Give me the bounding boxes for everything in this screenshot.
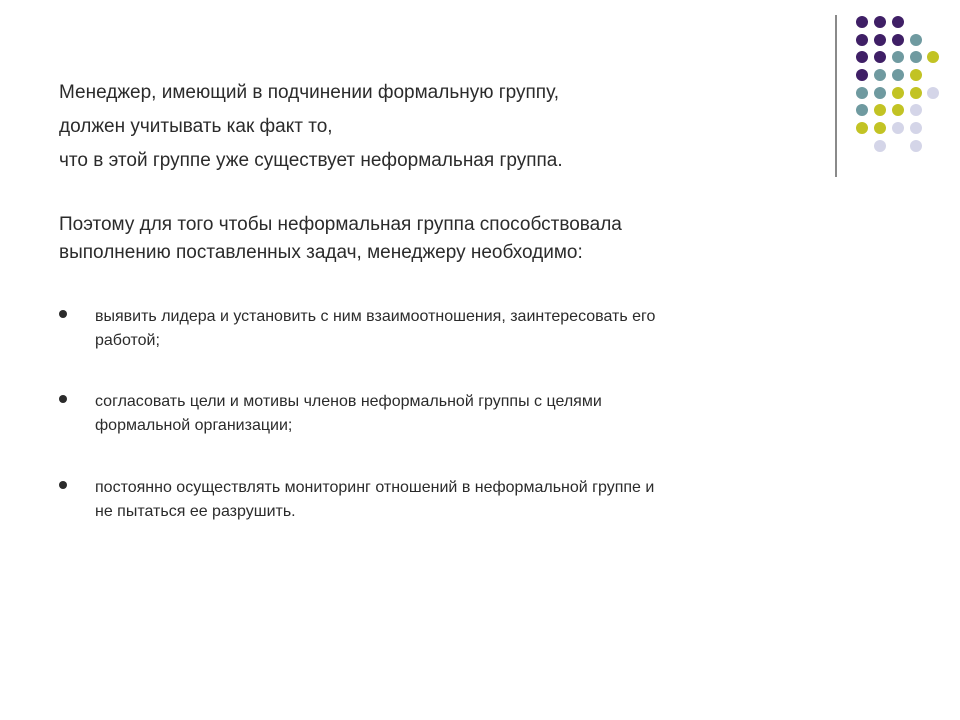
decor-dot xyxy=(856,51,868,63)
intro-line: что в этой группе уже существует неформальная группа. xyxy=(59,150,563,171)
bullet-line: согласовать цели и мотивы членов неформальной группы с целями xyxy=(95,393,602,410)
decor-dot xyxy=(910,140,922,152)
decor-dot xyxy=(910,69,922,81)
decor-dot xyxy=(910,104,922,116)
bullet-dot xyxy=(59,310,67,318)
intro-line: должен учитывать как факт то, xyxy=(59,116,333,137)
lead-line: выполнению поставленных задач, менеджеру необходимо: xyxy=(59,242,583,263)
bullet-text xyxy=(95,390,855,438)
decor-dot xyxy=(874,69,886,81)
decor-dot xyxy=(892,69,904,81)
decor-dot xyxy=(874,34,886,46)
decor-dot xyxy=(856,87,868,99)
bullet-line: выявить лидера и установить с ним взаимоотношения, заинтересовать его xyxy=(95,308,656,325)
decor-dot xyxy=(892,122,904,134)
vertical-divider xyxy=(835,15,837,177)
decor-dot xyxy=(856,34,868,46)
decor-dot xyxy=(874,51,886,63)
decor-dot xyxy=(856,69,868,81)
decor-dot xyxy=(910,122,922,134)
bullet-line: постоянно осуществлять мониторинг отношений в неформальной группе и xyxy=(95,479,655,496)
decor-dot xyxy=(927,87,939,99)
bullet-line: работой; xyxy=(95,332,160,349)
decor-dot xyxy=(874,16,886,28)
intro-paragraph xyxy=(59,76,799,178)
decor-dot xyxy=(910,87,922,99)
decor-dot xyxy=(874,87,886,99)
decor-dot xyxy=(874,104,886,116)
decor-dot xyxy=(892,87,904,99)
bullet-line: формальной организации; xyxy=(95,417,293,434)
decor-dot xyxy=(874,140,886,152)
decor-dot xyxy=(856,104,868,116)
lead-paragraph xyxy=(59,211,819,267)
decor-dot xyxy=(892,104,904,116)
decor-dot xyxy=(892,16,904,28)
decor-dot xyxy=(874,122,886,134)
lead-line: Поэтому для того чтобы неформальная группа способствовала xyxy=(59,214,622,235)
bullet-text xyxy=(95,305,855,353)
bullet-line: не пытаться ее разрушить. xyxy=(95,503,296,520)
intro-line: Менеджер, имеющий в подчинении формальную группу, xyxy=(59,82,559,103)
decor-dot xyxy=(910,51,922,63)
decor-dot xyxy=(927,51,939,63)
decor-dot xyxy=(856,16,868,28)
bullet-text xyxy=(95,476,855,524)
bullet-dot xyxy=(59,395,67,403)
decor-dot xyxy=(856,122,868,134)
bullet-dot xyxy=(59,481,67,489)
decor-dot xyxy=(892,34,904,46)
decor-dot xyxy=(892,51,904,63)
decor-dot xyxy=(910,34,922,46)
